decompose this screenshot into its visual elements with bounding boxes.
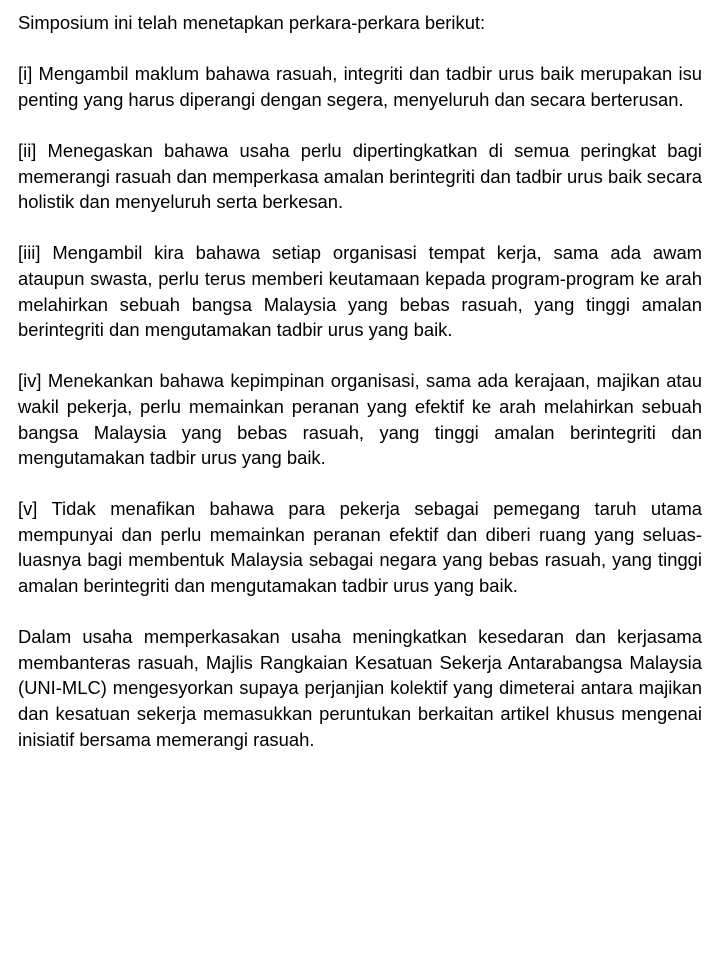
conclusion-paragraph: Dalam usaha memperkasakan usaha meningkatkan kesedaran dan kerjasama membanteras rasuah, Majlis Rangkaian Kesatuan Sekerja Antarabangsa Malaysia (UNI-MLC) mengesyorkan supaya perjanjian kolektif yang dimeterai antara majikan dan kesatuan sekerja memasukkan peruntukan berkaitan artikel khusus mengenai inisiatif bersama memerangi rasuah. — [18, 626, 702, 750]
resolution-i: [i] Mengambil maklum bahawa rasuah, integriti dan tadbir urus baik merupakan isu penting yang harus diperangi dengan segera, menyeluruh dan secara berterusan. — [18, 63, 702, 110]
resolution-iii: [iii] Mengambil kira bahawa setiap organisasi tempat kerja, sama ada awam ataupun swasta, perlu terus memberi keutamaan kepada program-program ke arah melahirkan sebuah bangsa Malaysia yang bebas rasuah, yang tinggi amalan berintegriti dan mengutamakan tadbir urus yang baik. — [18, 242, 702, 341]
resolution-ii: [ii] Menegaskan bahawa usaha perlu dipertingkatkan di semua peringkat bagi memerangi rasuah dan memperkasa amalan berintegriti dan tadbir urus baik secara holistik dan menyeluruh serta berkesan. — [18, 139, 702, 213]
document-page — [18, 10, 702, 778]
resolution-iv: [iv] Menekankan bahawa kepimpinan organisasi, sama ada kerajaan, majikan atau wakil pekerja, perlu memainkan peranan yang efektif ke arah melahirkan sebuah bangsa Malaysia yang bebas rasuah, yang tinggi amalan berintegriti dan mengutamakan tadbir urus yang baik. — [18, 370, 702, 469]
intro-paragraph: Simposium ini telah menetapkan perkara-perkara berikut: — [18, 12, 486, 33]
resolution-v: [v] Tidak menafikan bahawa para pekerja sebagai pemegang taruh utama mempunyai dan perlu memainkan peranan efektif dan diberi ruang yang seluas-luasnya bagi membentuk Malaysia sebagai negara yang bebas rasuah, yang tinggi amalan berintegriti dan mengutamakan tadbir urus yang baik. — [18, 498, 702, 597]
